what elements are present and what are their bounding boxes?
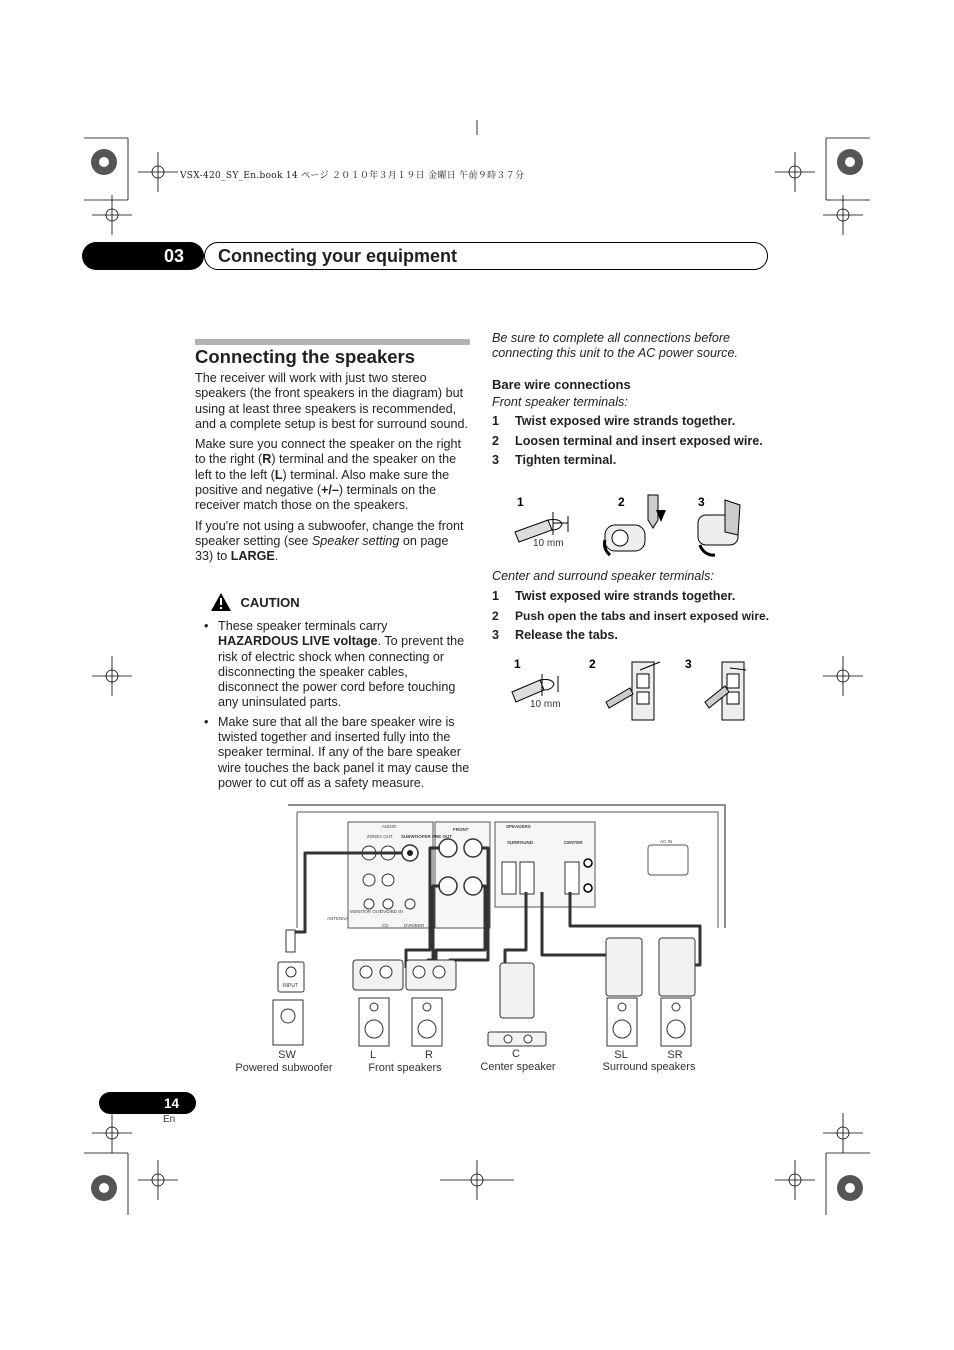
label-front: FRONT [453,827,469,832]
caution-label: CAUTION [240,594,300,610]
label-speakers: SPEAKERS [506,824,531,829]
svg-text:2: 2 [589,657,596,671]
ac-power-note: Be sure to complete all connections before connecting this unit to the AC power source. [492,331,738,361]
caution-list [195,619,470,795]
front-terminal-figure [510,490,760,560]
section-rule [195,339,470,345]
label-dvd-bd-in: DVD/BD IN [380,909,403,914]
page-number: 14 [99,1092,196,1114]
speaker-caption-surround: Surround speakers [602,1061,696,1073]
label-subwoofer-pre-out: SUBWOOFER PRE OUT [401,834,453,839]
label-ac-in: AC IN [660,839,673,844]
label-surround: SURROUND [507,840,534,845]
front-steps [492,412,782,471]
page-language: En [163,1114,176,1125]
speaker-connection-diagram [230,800,730,1080]
center-step-3: 3 Release the tabs. [492,628,618,642]
center-terminals-label: Center and surround speaker terminals: [492,569,714,583]
chapter-number: 03 [82,242,204,270]
bare-wire-heading: Bare wire connections [492,377,631,392]
center-steps [492,587,792,646]
label-antenna: ANTENNA [327,916,349,921]
section-title: Connecting the speakers [195,346,416,367]
caution-bullet-1: • These speaker terminals carry HAZARDOUS LIVE voltage. To prevent the risk of electric shock when connecting or disconnecting the speaker cables, disconnect the power cord before touching any uninsulated parts. [195,619,470,711]
intro-paragraph: The receiver will work with just two stereo speakers (the front speakers in the diagram) but using at least three speakers is recommended, and a complete setup is best for surround sound. [195,371,469,431]
chapter-title: Connecting your equipment [204,242,768,270]
center-step-1: 1 Twist exposed wire strands together. [492,589,736,603]
label-audio: AUDIO [382,824,397,829]
label-monitor-out: MONITOR OUT [350,909,382,914]
svg-text:3: 3 [685,657,692,671]
speaker-caption-front: Front speakers [368,1062,442,1074]
label-input: INPUT [283,983,298,989]
speaker-code-l: L [369,1049,377,1061]
label-center: CENTER [564,840,583,845]
speaker-code-r: R [425,1049,433,1061]
front-step-3: 3 Tighten terminal. [492,453,617,467]
subwoofer-paragraph: If you're not using a subwoofer, change the front speaker setting (see Speaker setting on page 33) to LARGE. [195,518,464,564]
left-column [195,371,470,570]
front-step-1: 1 Twist exposed wire strands together. [492,414,736,428]
polarity-paragraph: Make sure you connect the speaker on the right to the right (R) terminal and the speaker on the left to the left (L) terminal. Also make sure the positive and negative (+/–) terminals on the receiver match those on the speakers. [195,437,462,513]
svg-text:3: 3 [698,495,705,509]
center-terminal-figure [510,652,760,724]
front-terminals-label: Front speaker terminals: [492,395,628,409]
caution-bullet-2: • Make sure that all the bare speaker wire is twisted together and inserted fully into the speaker terminal. If any of the bare speaker wire touches the back panel it may cause the power to cut off as a safety measure. [195,715,470,791]
svg-text:2: 2 [618,495,625,509]
label-cd: CD [382,923,389,928]
speaker-code-sr: SR [667,1049,683,1061]
caution-block [210,592,300,612]
front-step-2: 2 Loosen terminal and insert exposed wire. [492,433,763,448]
warning-triangle-icon [210,592,232,612]
label-zone2-out: ZONE2 OUT [367,834,393,839]
center-step-2: 2 Push open the tabs and insert exposed wire. [492,608,770,623]
speaker-code-sw: SW [278,1049,296,1061]
svg-text:1: 1 [514,657,521,671]
speaker-caption-sw: Powered subwoofer [235,1062,333,1074]
speaker-code-sl: SL [614,1049,628,1061]
svg-text:10 mm: 10 mm [530,699,561,710]
svg-text:10 mm: 10 mm [533,538,564,549]
svg-text:1: 1 [517,495,524,509]
label-dvr-bdr: DVR/BDR [404,923,425,928]
speaker-code-c: C [512,1048,520,1060]
speaker-caption-center: Center speaker [480,1061,556,1073]
print-header: VSX-420_SY_En.book 14 ページ ２０１０年３月１９日 金曜日 午前９時３７分 [180,171,525,181]
